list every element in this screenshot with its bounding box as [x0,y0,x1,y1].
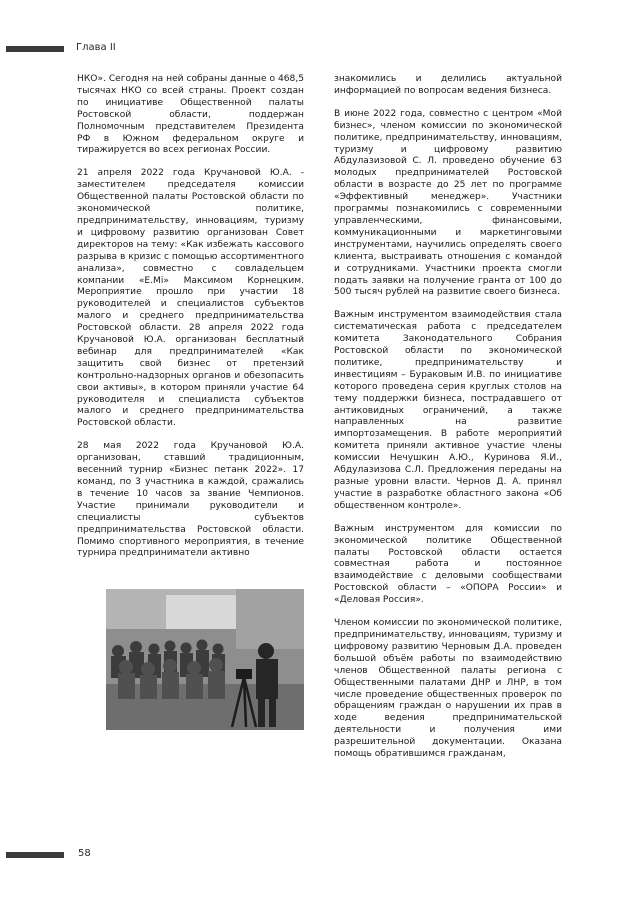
paragraph: 21 апреля 2022 года Кручановой Ю.А. - заместителем председателя комиссии Общественной палаты Ростовской области по экономической политике, предпринимательству, инновациям, туризму и цифровому развитию организован Совет директоров на тему: «Как избежать кассового разрыва в кризис с помощью ассортиментного анализа», совместно с совладельцем компании «E.Mi» Максимом Корнецким. Мероприятие прошло при участии 18 руководителей и специалистов субъектов малого и среднего предпринимательства Ростовской области. 28 апреля 2022 года Кручановой Ю.А. организован бесплатный вебинар для предпринимателей «Как защитить свой бизнес от претензий контрольно-надзорных органов и обезопасить свои активы», в котором приняли участие 64 руководителя и специалиста субъектов малого и среднего предпринимательства Ростовской области. [77,168,304,429]
paragraph: Важным инструментом взаимодействия стала систематическая работа с председателем комитета Законодательного Собрания Ростовской области по экономической политике, предпринимательству и инвестициям – Бураковым И.В. по инициативе которого проведена серия круглых столов на тему поддержки бизнеса, пострадавшего от антиковидных ограничений, а также направленных на развитие импортозамещения. В работе мероприятий комитета приняли активное участие члены комиссии Нечушкин А.Ю., Куринова Я.И., Абдулазизова С.Л. Предложения переданы на разные уровни власти. Чернов Д. А. принял участие в разработке областного закона «Об общественном контроле». [334,310,562,511]
header-decorative-bar [6,46,64,52]
paragraph: знакомились и делились актуальной информацией по вопросам ведения бизнеса. [334,74,562,96]
right-text-column [334,74,562,772]
left-text-column [77,74,304,571]
paragraph: 28 мая 2022 года Кручановой Ю.А. организован, ставший традиционным, весенний турнир «Бизнес петанк 2022». 17 команд, по 3 участника в каждой, сражались в течение 10 часов за звание Чемпионов. Участие принимали руководители и специалисты субъектов предпринимательства Ростовской области. Помимо спортивного мероприятия, в течение турнира предприниматели активно [77,441,304,559]
paragraph: НКО». Сегодня на ней собраны данные о 468,5 тысячах НКО со всей страны. Проект создан по инициативе Общественной палаты Ростовской области, поддержан Полномочным представителем Президента РФ в Южном федеральном округе и тиражируется во всех регионах России. [77,74,304,156]
paragraph: Членом комиссии по экономической политике, предпринимательству, инновациям, туризму и цифровому развитию Черновым Д.А. проведен большой объём работы по взаимодействию членов Общественной палаты региона с Общественными палатами ДНР и ЛНР, в том числе проведение общественных проверок по обращениям граждан о нарушении их прав в ходе ведения предпринимательской деятельности и получения ими разрешительной документации. Оказана помощь обратившимся гражданам, [334,618,562,760]
footer-decorative-bar [6,852,64,858]
event-photo [106,589,304,730]
photo-illustration [106,589,304,730]
chapter-title: Глава II [76,42,116,53]
paragraph: Важным инструментом для комиссии по экономической политике Общественной палаты Ростовской области остается совместная работа и постоянное взаимодействие с деловыми сообществами Ростовской области – «ОПОРА России» и «Деловая Россия». [334,523,562,606]
page-number: 58 [78,848,91,859]
paragraph: В июне 2022 года, совместно с центром «Мой бизнес», членом комиссии по экономической политике, предпринимательству, инновациям, туризму и цифровому развитию Абдулазизовой С. Л. проведено обучение 63 молодых предпринимателей Ростовской области в возрасте до 25 лет по программе «Эффективный менеджер». Участники программы познакомились с современными управленческими, финансовыми, коммуникационными и маркетинговыми инструментами, научились определять своего клиента, выстраивать отношения с командой и сотрудниками. Участники проекта смогли подать заявки на получение гранта от 100 до 500 тысяч рублей на развитие своего бизнеса. [334,108,562,298]
